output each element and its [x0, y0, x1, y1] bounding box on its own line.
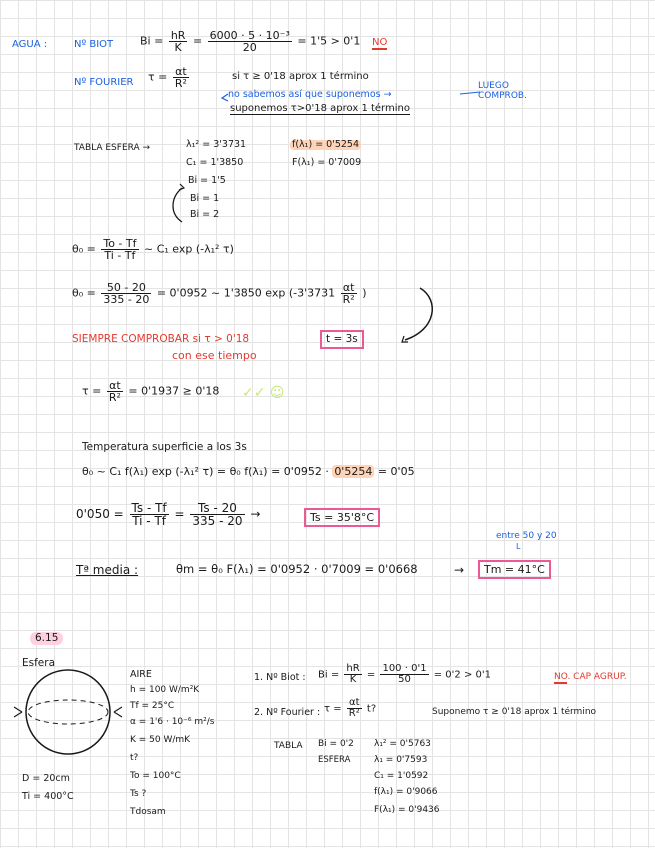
check-text: SIEMPRE COMPROBAR si τ > 0'18	[72, 333, 250, 345]
biot2-no-row	[554, 673, 627, 682]
check-text-2: con ese tiempo	[172, 349, 257, 362]
note-l: L	[516, 542, 521, 551]
table-label: TABLA ESFERA →	[74, 143, 151, 153]
aire-line: Tf = 25°C	[130, 701, 175, 711]
fourier-label: Nº FOURIER	[74, 77, 134, 88]
fourier2-equation	[324, 698, 376, 719]
fourier-condition: si τ ≥ 0'18 aprox 1 término	[232, 71, 369, 82]
biot-result: = 1'5 > 0'1	[297, 34, 361, 48]
biot-no: NO	[372, 37, 388, 48]
table2-esfera: ESFERA	[318, 755, 351, 765]
biot2-no: NO	[554, 672, 568, 682]
ti-label: Ti = 400°C	[22, 791, 74, 802]
fourier-note-then: LUEGO COMPROB.	[478, 81, 527, 101]
fourier-frac-num: αt	[173, 66, 189, 78]
exercise-number: 6.15	[30, 632, 63, 645]
biot-frac-num: hR	[170, 29, 186, 42]
theta2-lhs: θ₀ =	[72, 286, 96, 300]
bi-value-1: Bi = 1'5	[188, 175, 226, 186]
diameter-label: D = 20cm	[22, 773, 70, 784]
theta-lhs: θ₀ =	[72, 242, 96, 256]
aire-line: K = 50 W/mK	[130, 735, 191, 745]
biot2-lhs: Bi =	[318, 669, 340, 681]
theta2-frac2-den: R²	[342, 293, 355, 306]
biot2-label: 1. Nº Biot :	[254, 672, 306, 683]
surface-eq-highlight: 0'5254	[334, 465, 373, 478]
biot2-frac-den: K	[349, 674, 357, 685]
ts-arrow: →	[250, 507, 261, 521]
surface-eq-a: θ₀ ~ C₁ f(λ₁) exp (-λ₁² τ) = θ₀ f(λ₁) = 0'0952 ·	[82, 465, 329, 478]
f-lambda: f(λ₁) = 0'5254	[292, 139, 360, 150]
fourier-assume: suponemos τ>0'18 aprox 1 término	[230, 103, 410, 114]
theta2-frac-den: 335 - 20	[103, 293, 150, 306]
fourier2-frac-den: R²	[348, 708, 360, 719]
biot-frac-den: K	[174, 41, 182, 54]
biot2-frac2-num: 100 · 0'1	[382, 663, 427, 674]
ts-result-box: Ts = 35'8°C	[304, 508, 380, 527]
sphere-label: Esfera	[22, 657, 56, 669]
biot2-equation	[318, 664, 491, 685]
aire-line: h = 100 W/m²K	[130, 685, 200, 695]
fourier-note: no sabemos así que suponemos →	[228, 89, 392, 100]
bi-value-2: Bi = 1	[190, 193, 220, 204]
surface-title: Temperatura superficie a los 3s	[82, 441, 247, 453]
t-result-box: t = 3s	[320, 330, 364, 349]
tm-equation: θm = θ₀ F(λ₁) = 0'0952 · 0'7009 = 0'0668	[176, 562, 418, 576]
table2-val: f(λ₁) = 0'9066	[374, 787, 438, 797]
fourier-frac-den: R²	[174, 77, 187, 90]
biot-eq: =	[192, 34, 203, 48]
aire-line: t?	[130, 753, 139, 763]
aire-line: Ts ?	[130, 789, 147, 799]
ts-frac-den: Ti - Tf	[132, 514, 166, 528]
water-label: AGUA :	[12, 39, 48, 50]
bi-value-3: Bi = 2	[190, 209, 220, 220]
biot2-cap: . CAP AGRUP.	[567, 672, 627, 682]
table2-val: λ₁ = 0'7593	[374, 755, 428, 765]
biot-lhs: Bi =	[140, 34, 164, 48]
F-lambda: F(λ₁) = 0'7009	[292, 157, 362, 168]
fourier2-assume: Suponemo τ ≥ 0'18 aprox 1 término	[432, 707, 597, 717]
fourier2-q: t?	[366, 703, 377, 715]
theta2-frac-num: 50 - 20	[101, 282, 151, 294]
biot2-frac-num: hR	[346, 663, 360, 674]
ts-lhs: 0'050 =	[76, 507, 124, 521]
theta2-rhs: = 0'0952 ~ 1'3850 exp (-3'3731	[156, 286, 336, 300]
table2-val: C₁ = 1'0592	[374, 771, 429, 781]
note-between: entre 50 y 20	[496, 531, 557, 541]
aire-title: AIRE	[130, 669, 152, 680]
ts-eq: =	[174, 507, 185, 521]
ts-frac2-den: 335 - 20	[192, 514, 243, 528]
table2-bi: Bi = 0'2	[318, 739, 354, 749]
lambda-sq: λ₁² = 3'3731	[186, 139, 247, 150]
biot-frac2-num: 6000 · 5 · 10⁻³	[209, 29, 290, 42]
tm-label: Tª media :	[76, 563, 139, 577]
tau-rhs: = 0'1937 ≥ 0'18	[128, 384, 220, 398]
biot-frac2-den: 20	[242, 41, 257, 54]
biot2-result: = 0'2 > 0'1	[433, 669, 491, 681]
table2-label: TABLA	[274, 741, 303, 751]
ts-frac2-num: Ts - 20	[190, 502, 244, 515]
tau-frac-den: R²	[108, 391, 121, 404]
fourier2-label: 2. Nº Fourier :	[254, 707, 321, 718]
theta2-frac2-num: αt	[341, 282, 357, 294]
table2-val: λ₁² = 0'5763	[374, 739, 431, 749]
theta-frac-den: Ti - Tf	[104, 249, 136, 262]
aire-line: Tdosam	[130, 807, 166, 817]
biot2-eq: =	[366, 669, 376, 681]
fourier2-lhs: τ =	[324, 703, 342, 715]
fourier2-frac-num: αt	[347, 698, 362, 709]
biot-label: Nº BIOT	[74, 39, 114, 50]
tau-lhs: τ =	[82, 384, 102, 398]
tm-result-box: Tm = 41°C	[478, 560, 551, 579]
theta2-close: )	[362, 286, 367, 300]
aire-line: α = 1'6 · 10⁻⁶ m²/s	[130, 717, 215, 727]
theta-frac-num: To - Tf	[103, 237, 137, 250]
fourier-lhs: τ =	[148, 70, 168, 84]
aire-line: To = 100°C	[130, 771, 181, 781]
check-icon: ✓✓ ☺	[242, 385, 285, 401]
theta-rhs: ~ C₁ exp (-λ₁² τ)	[144, 242, 234, 256]
biot2-frac2-den: 50	[398, 674, 411, 685]
c1-value: C₁ = 1'3850	[186, 157, 244, 168]
table2-val: F(λ₁) = 0'9436	[374, 805, 440, 815]
ts-frac-num: Ts - Tf	[131, 501, 167, 515]
tau-frac-num: αt	[107, 380, 123, 392]
tm-arrow: →	[454, 563, 465, 577]
surface-eq-b: = 0'05	[377, 465, 415, 478]
